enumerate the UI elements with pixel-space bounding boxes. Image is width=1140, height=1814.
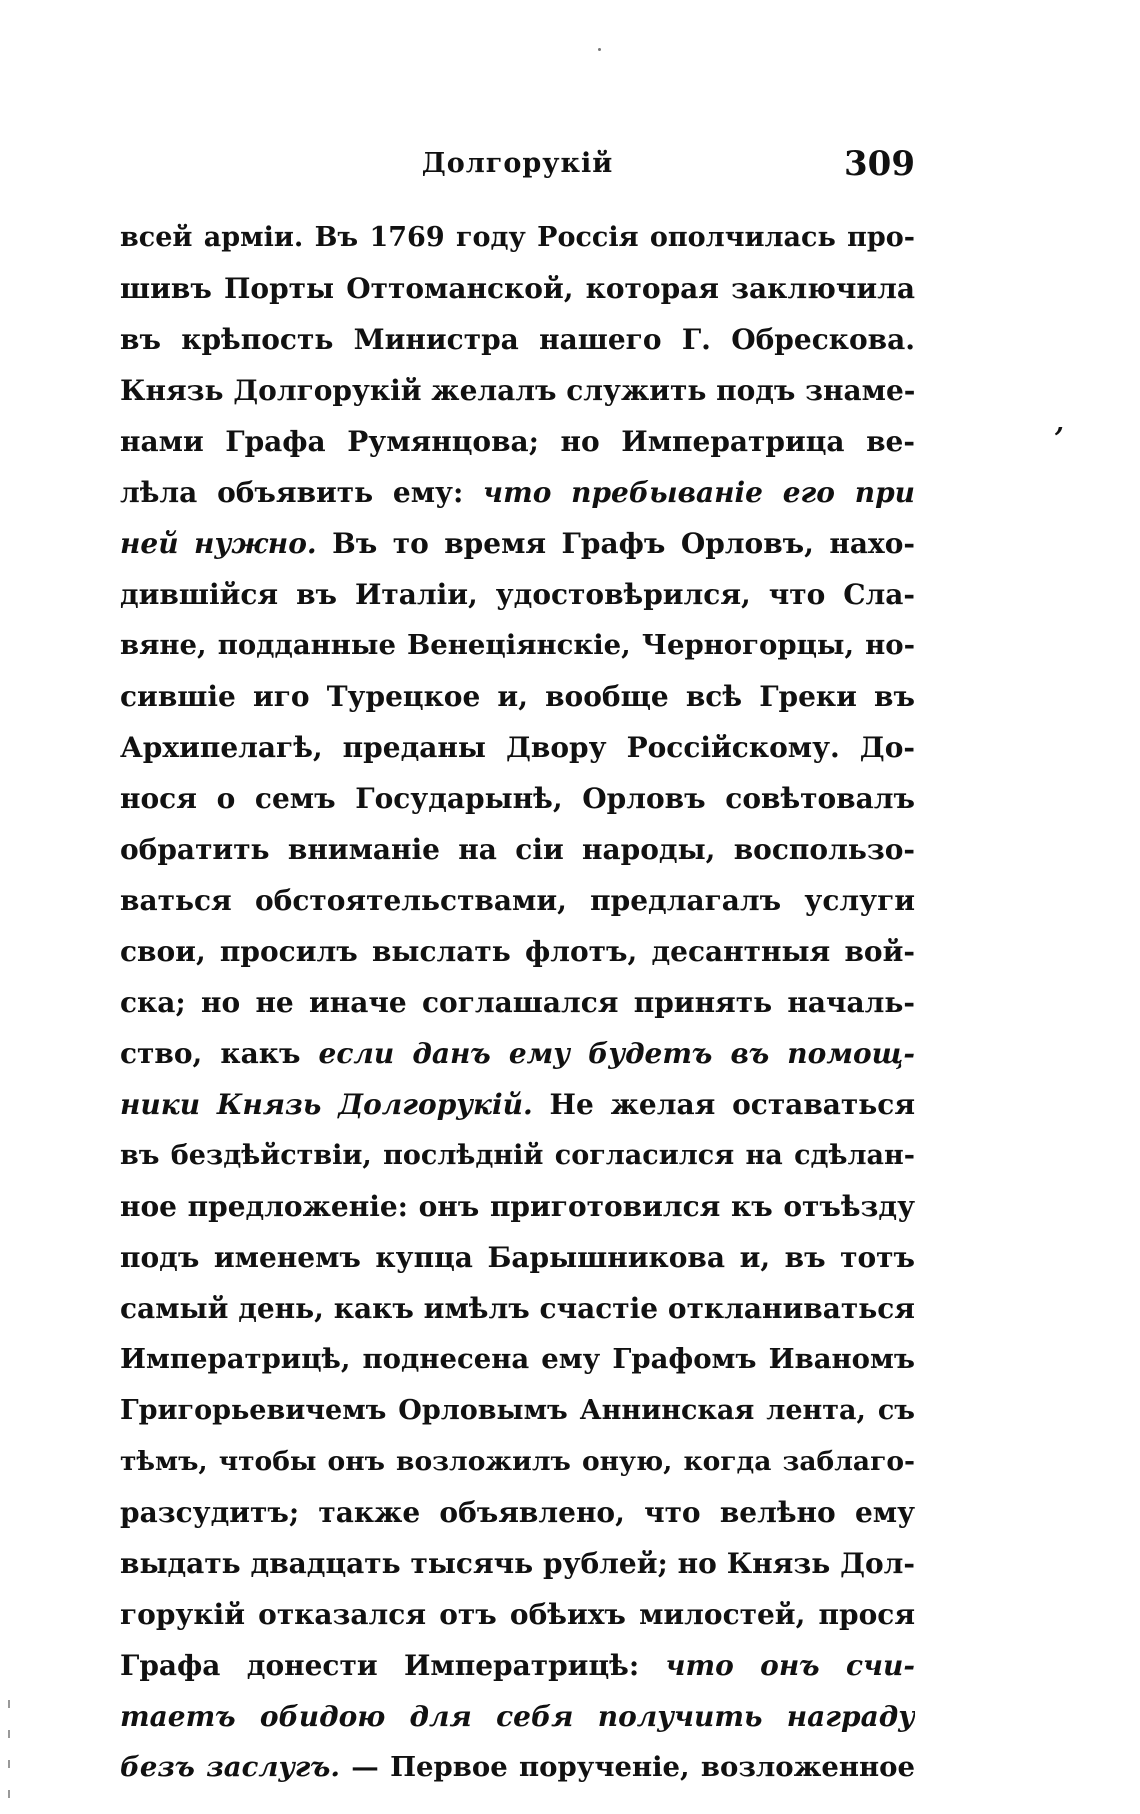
scan-edge-mark [8,1730,10,1738]
italic-text-segment: ней нужно. [120,527,317,560]
text-line [120,416,915,467]
text-segment: подъ именемъ купца Барышникова и, въ тотъ [120,1241,915,1274]
text-line [120,365,915,416]
text-line [120,314,915,365]
text-segment: Князь Долгорукій желалъ служить подъ знаме- [120,374,915,407]
text-segment: разсудитъ; также объявлено, что велѣно ему [120,1496,915,1529]
text-line [120,926,915,977]
text-segment: ство, какъ [120,1037,319,1070]
text-segment: всей арміи. Въ 1769 году Россія ополчилась про- [120,222,915,253]
text-line [120,773,915,824]
italic-text-segment: если данъ ему будетъ въ помощ- [318,1037,915,1070]
text-segment: Императрицѣ, поднесена ему Графомъ Иваномъ [120,1343,915,1375]
text-line [120,212,915,263]
scan-speck [598,48,601,51]
scan-edge-mark [8,1790,10,1798]
page-number: 309 [844,144,915,184]
text-line [120,1028,915,1079]
text-segment: выдать двадцать тысячь рублей; но Князь Дол- [120,1547,915,1580]
italic-text-segment: что пребываніе его при [483,476,915,509]
text-line [120,1640,915,1691]
text-line [120,263,915,314]
running-head: Долгорукій [421,148,614,179]
text-line [120,518,915,569]
text-segment: шивъ Порты Оттоманской, которая заключила [120,272,915,305]
text-line [120,1691,915,1742]
text-segment: тѣмъ, чтобы онъ возложилъ оную, когда заблаго- [120,1446,915,1477]
text-segment: нося о семъ Государынѣ, Орловъ совѣтовалъ [120,782,915,815]
text-segment: сившіе иго Турецкое и, вообще всѣ Греки въ [120,680,915,713]
text-segment: горукій отказался отъ обѣихъ милостей, прося [120,1598,915,1631]
text-line [120,1589,915,1640]
text-line [120,722,915,773]
text-line [120,1487,915,1538]
text-segment: — Первое порученіе, возложенное [339,1751,915,1783]
text-segment: обратить вниманіе на сіи народы, воспользо- [120,833,915,866]
text-line [120,977,915,1028]
text-line [120,1385,915,1436]
scan-edge-mark [8,1760,10,1768]
text-segment: въ крѣпость Министра нашего Г. Обрескова. [120,323,915,356]
text-line [120,1130,915,1181]
text-segment: ваться обстоятельствами, предлагалъ услуги [120,884,915,917]
text-line [120,467,915,518]
text-segment: свои, просилъ выслать флотъ, десантныя вой- [120,935,915,968]
text-line [120,569,915,620]
text-line [120,1283,915,1334]
text-line [120,1334,915,1385]
body-text [120,212,915,1793]
text-segment: въ бездѣйствіи, послѣдній согласился на сдѣлан- [120,1140,915,1171]
text-line [120,1742,915,1793]
italic-text-segment: безъ заслугъ. [120,1751,340,1783]
text-line [120,1538,915,1589]
text-line [120,1436,915,1487]
italic-text-segment: таетъ обидою для себя получить награду [120,1700,915,1733]
text-line [120,875,915,926]
text-segment: ска; но не иначе соглашался принять началь- [120,986,915,1019]
text-line [120,671,915,722]
page-header [120,144,915,198]
text-line [120,1232,915,1283]
text-segment: лѣла объявить ему: [120,476,484,509]
text-line [120,620,915,671]
text-segment: самый день, какъ имѣлъ счастіе откланиваться [120,1292,915,1325]
scan-edge-mark [8,1700,10,1708]
margin-mark: , [1055,408,1065,438]
text-segment: Графа донести Императрицѣ: [120,1649,666,1682]
text-segment: дившійся въ Италіи, удостовѣрился, что Сла- [120,578,915,611]
italic-text-segment: что онъ счи- [665,1649,915,1682]
text-segment: ное предложеніе: онъ приготовился къ отъѣзду [120,1190,915,1223]
text-line [120,1079,915,1130]
text-segment: вяне, подданные Венеціянскіе, Черногорцы, но- [120,629,915,661]
text-segment: нами Графа Румянцова; но Императрица ве- [120,425,915,458]
text-segment: Григорьевичемъ Орловымъ Аннинская лента, съ [120,1395,915,1426]
text-segment: Не желая оставаться [532,1088,915,1121]
text-segment: Архипелагѣ, преданы Двору Россійскому. До- [120,731,915,764]
italic-text-segment: ники Князь Долгорукій. [120,1088,533,1121]
text-line [120,824,915,875]
text-line [120,1181,915,1232]
text-segment: Въ то время Графъ Орловъ, нахо- [316,527,915,560]
